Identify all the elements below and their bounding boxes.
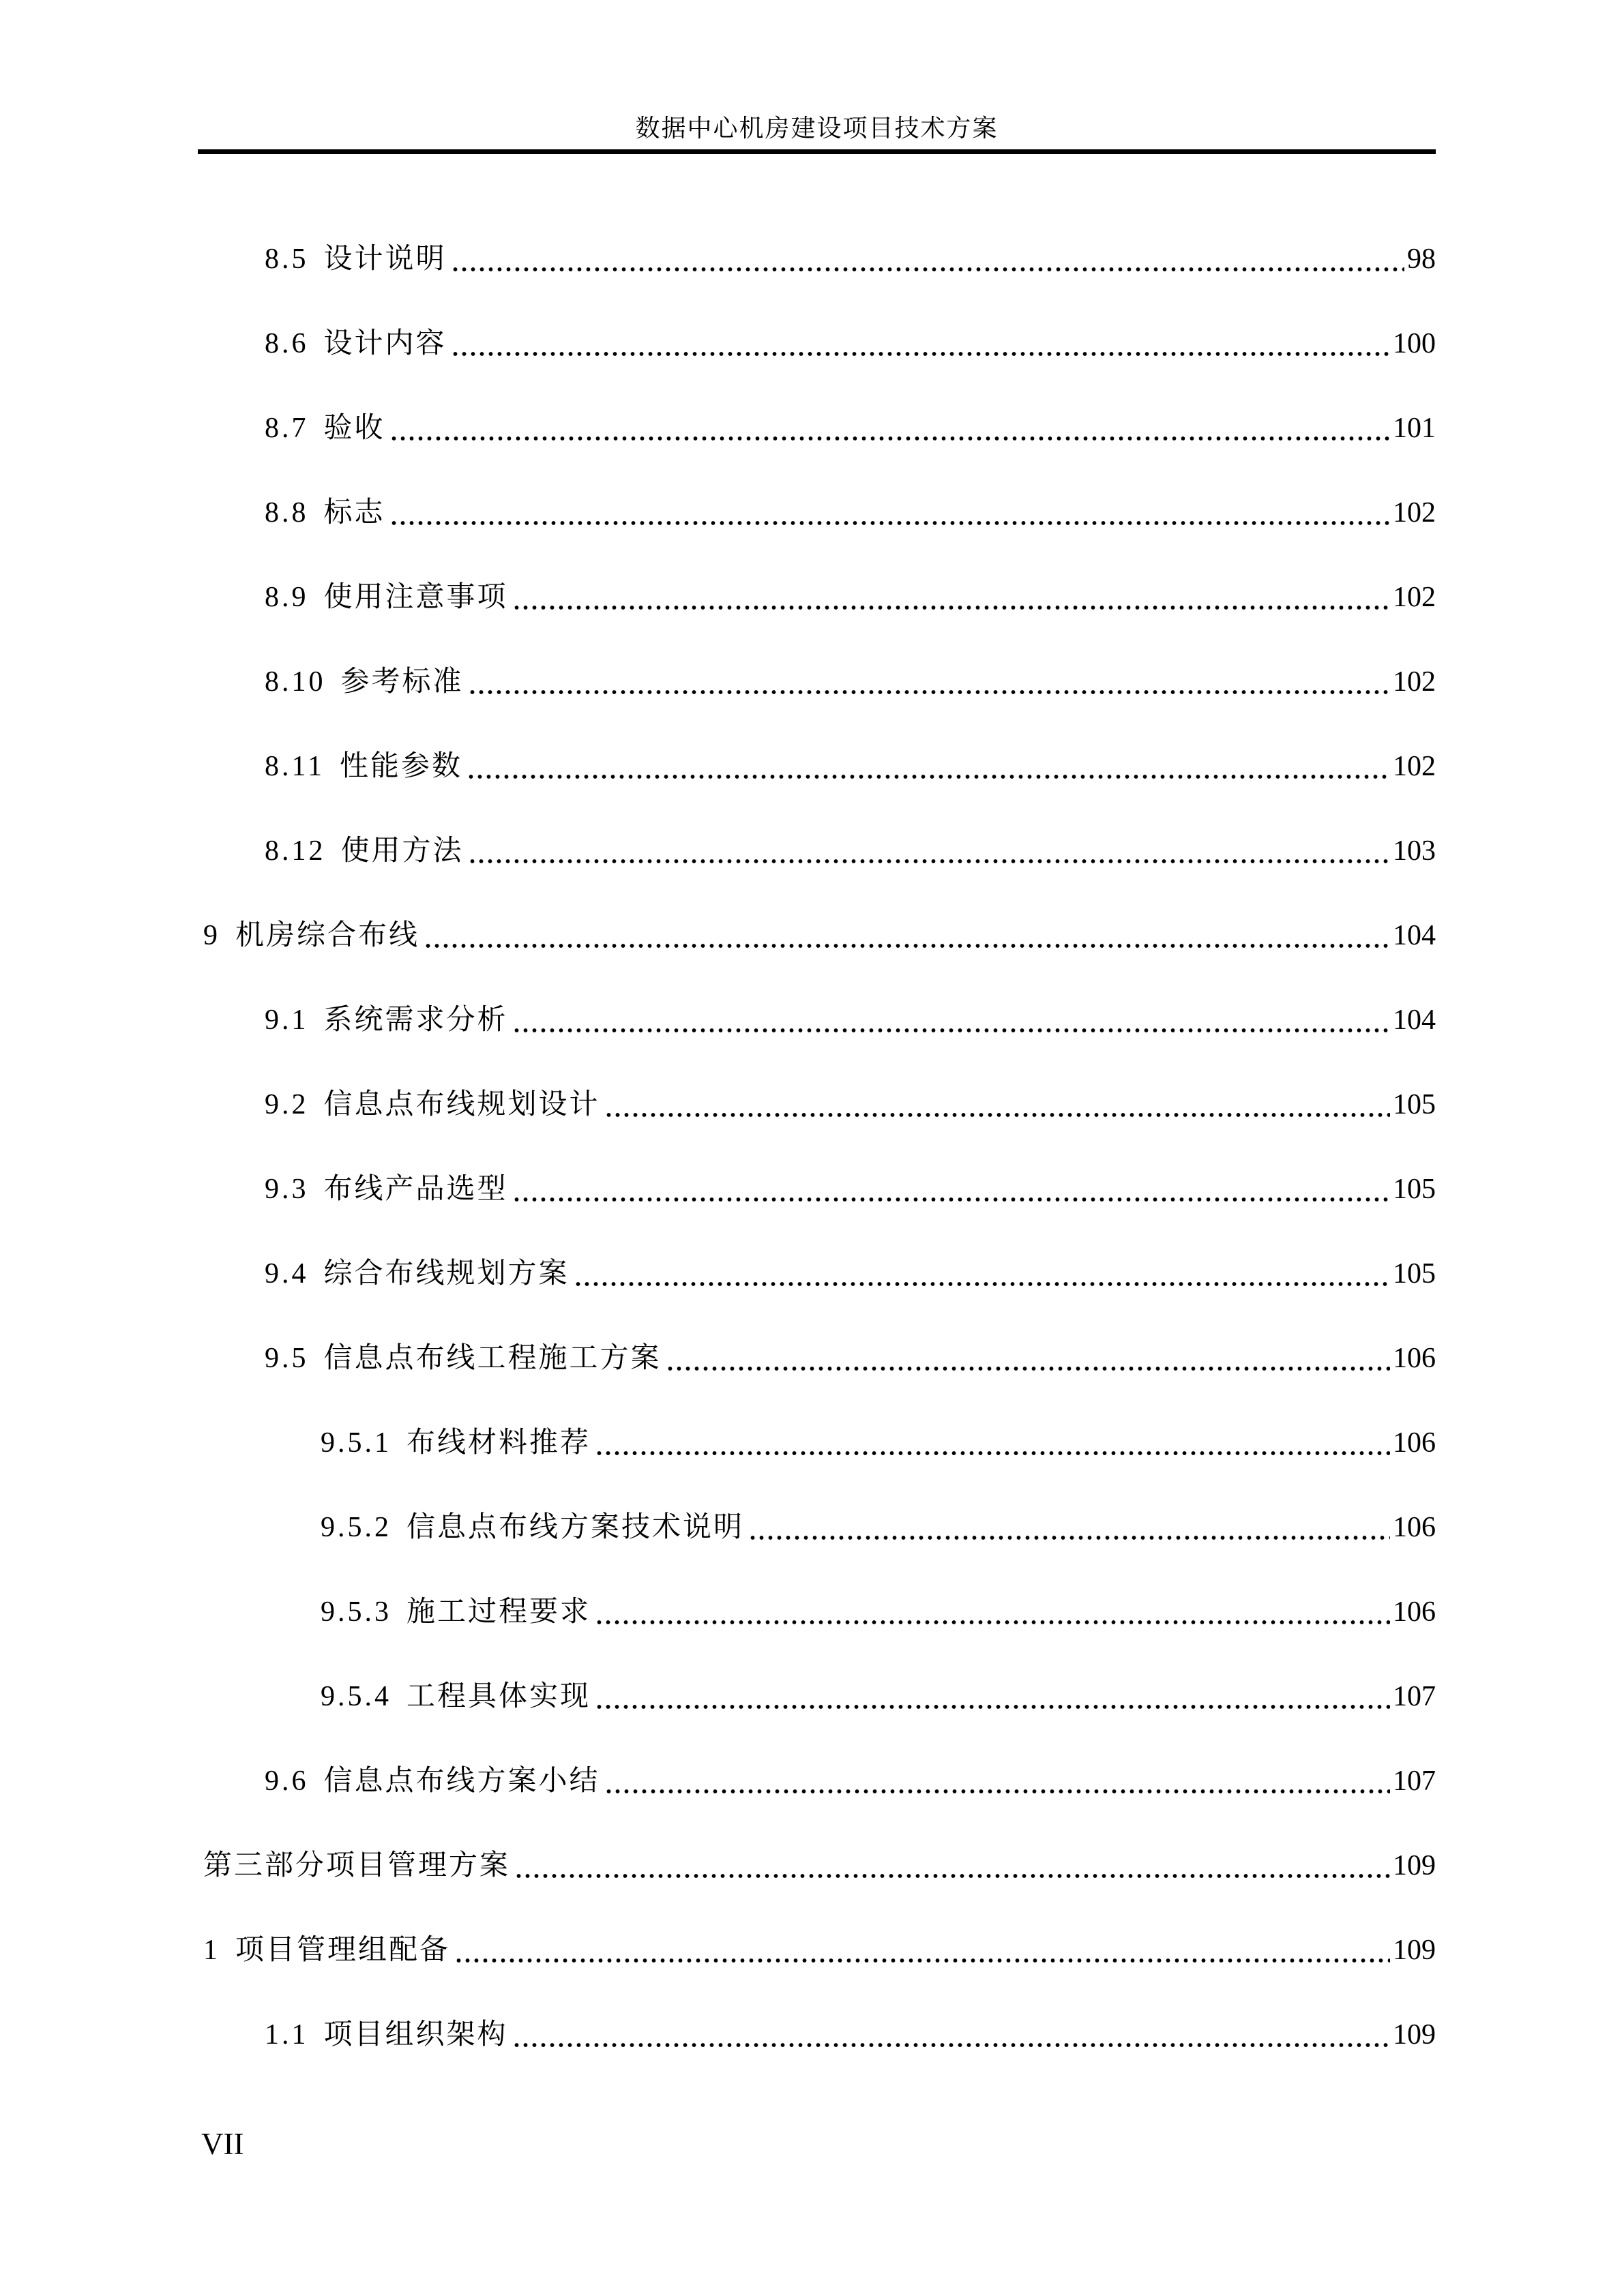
- toc: [198, 217, 1436, 2077]
- toc-entry-page: 106: [1393, 1343, 1436, 1374]
- toc-entry-title: 工程具体实现: [407, 1681, 591, 1712]
- toc-entry-number: 9.4: [265, 1258, 309, 1289]
- dot-leader: [666, 1366, 1390, 1371]
- toc-entry-number: 8.8: [265, 497, 309, 528]
- toc-entry-page: 104: [1393, 1004, 1436, 1036]
- toc-entry-number: 8.12: [265, 835, 326, 867]
- running-header-title: 数据中心机房建设项目技术方案: [635, 115, 999, 142]
- toc-entry-number: 1.1: [265, 2019, 309, 2051]
- toc-entry-page: 107: [1393, 1765, 1436, 1797]
- dot-leader: [512, 605, 1390, 610]
- toc-entry-title: 设计说明: [323, 243, 447, 275]
- toc-entry[interactable]: [198, 1739, 1436, 1823]
- toc-entry-page: 102: [1393, 751, 1436, 782]
- toc-entry-title: 综合布线规划方案: [323, 1258, 570, 1289]
- toc-entry[interactable]: [198, 809, 1436, 893]
- dot-leader: [512, 1197, 1390, 1202]
- toc-entry-page: 103: [1393, 835, 1436, 867]
- toc-entry-title: 布线产品选型: [323, 1174, 508, 1205]
- toc-entry-number: 9.1: [265, 1004, 309, 1036]
- header-rule: [198, 149, 1436, 154]
- toc-entry-number: 9: [203, 920, 220, 951]
- toc-entry[interactable]: [198, 1993, 1436, 2077]
- toc-entry-title: 项目管理组配备: [235, 1935, 451, 1966]
- toc-entry[interactable]: [198, 555, 1436, 640]
- toc-entry[interactable]: [198, 217, 1436, 301]
- dot-leader: [595, 1450, 1390, 1456]
- toc-entry-number: 9.3: [265, 1174, 309, 1205]
- toc-entry[interactable]: [198, 386, 1436, 471]
- toc-entry-title: 布线材料推荐: [407, 1427, 591, 1459]
- toc-entry-title: 施工过程要求: [407, 1596, 591, 1628]
- toc-entry-title: 使用注意事项: [323, 582, 508, 613]
- toc-entry-page: 109: [1393, 2019, 1436, 2051]
- toc-entry-page: 105: [1393, 1089, 1436, 1120]
- dot-leader: [468, 689, 1390, 695]
- toc-entry[interactable]: [198, 1147, 1436, 1232]
- toc-entry[interactable]: [198, 640, 1436, 724]
- toc-entry[interactable]: [198, 1062, 1436, 1147]
- dot-leader: [424, 943, 1390, 949]
- toc-entry-title: 参考标准: [340, 666, 464, 698]
- toc-entry-number: 8.7: [265, 413, 309, 444]
- dot-leader: [514, 1873, 1390, 1879]
- toc-entry-title: 系统需求分析: [323, 1004, 508, 1036]
- toc-entry-page: 106: [1393, 1427, 1436, 1459]
- toc-entry[interactable]: [198, 893, 1436, 978]
- toc-entry-number: 9.5.4: [321, 1681, 392, 1712]
- toc-entry-number: 9.2: [265, 1089, 309, 1120]
- toc-entry-page: 104: [1393, 920, 1436, 951]
- toc-entry[interactable]: [198, 1823, 1436, 1908]
- toc-entry-number: 9.5.2: [321, 1512, 392, 1543]
- toc-entry[interactable]: [198, 471, 1436, 555]
- dot-leader: [389, 436, 1390, 441]
- toc-entry-page: 102: [1393, 582, 1436, 613]
- toc-entry-number: 8.5: [265, 243, 309, 275]
- dot-leader: [595, 1620, 1390, 1625]
- toc-entry-title: 验收: [323, 413, 385, 444]
- toc-entry-page: 106: [1393, 1512, 1436, 1543]
- toc-entry-title: 机房综合布线: [235, 920, 420, 951]
- dot-leader: [604, 1789, 1390, 1794]
- toc-entry-page: 106: [1393, 1596, 1436, 1628]
- toc-entry-title: 信息点布线规划设计: [323, 1089, 600, 1120]
- toc-entry[interactable]: [198, 1485, 1436, 1570]
- dot-leader: [454, 1958, 1390, 1963]
- footer-page-number: VII: [201, 2127, 244, 2161]
- dot-leader: [389, 520, 1390, 526]
- toc-entry-number: 8.6: [265, 328, 309, 359]
- toc-entry-number: 1: [203, 1935, 220, 1966]
- toc-entry-number: 8.9: [265, 582, 309, 613]
- dot-leader: [467, 774, 1390, 779]
- toc-entry-page: 102: [1393, 497, 1436, 528]
- toc-entry-title: 标志: [323, 497, 385, 528]
- toc-entry-number: 9.5.3: [321, 1596, 392, 1628]
- toc-entry-title: 设计内容: [323, 328, 447, 359]
- toc-entry-page: 101: [1393, 413, 1436, 444]
- toc-entry-number: 8.10: [265, 666, 326, 698]
- toc-entry-number: 9.5: [265, 1343, 309, 1374]
- dot-leader: [604, 1112, 1390, 1118]
- toc-entry[interactable]: [198, 301, 1436, 386]
- dot-leader: [574, 1281, 1390, 1287]
- dot-leader: [748, 1535, 1390, 1540]
- dot-leader: [595, 1704, 1390, 1710]
- toc-entry-title: 第三部分项目管理方案: [203, 1850, 511, 1881]
- toc-entry-title: 使用方法: [340, 835, 464, 867]
- dot-leader: [468, 859, 1390, 864]
- toc-entry-page: 105: [1393, 1258, 1436, 1289]
- toc-entry-title: 信息点布线方案小结: [323, 1765, 600, 1797]
- toc-entry-page: 100: [1393, 328, 1436, 359]
- toc-entry[interactable]: [198, 1570, 1436, 1654]
- dot-leader: [451, 351, 1390, 357]
- toc-entry[interactable]: [198, 1908, 1436, 1993]
- toc-entry-title: 信息点布线方案技术说明: [407, 1512, 745, 1543]
- toc-entry-page: 98: [1407, 243, 1436, 275]
- toc-entry-number: 9.5.1: [321, 1427, 392, 1459]
- toc-entry-title: 项目组织架构: [323, 2019, 508, 2051]
- dot-leader: [512, 1028, 1390, 1033]
- toc-entry[interactable]: [198, 724, 1436, 809]
- toc-entry[interactable]: [198, 978, 1436, 1062]
- toc-entry-page: 102: [1393, 666, 1436, 698]
- dot-leader: [512, 2042, 1390, 2048]
- toc-entry-number: 9.6: [265, 1765, 309, 1797]
- toc-entry-number: 8.11: [265, 751, 325, 782]
- toc-entry-page: 105: [1393, 1174, 1436, 1205]
- toc-entry-page: 109: [1393, 1850, 1436, 1881]
- dot-leader: [451, 267, 1404, 272]
- toc-entry[interactable]: [198, 1654, 1436, 1739]
- toc-entry-page: 107: [1393, 1681, 1436, 1712]
- toc-entry-title: 性能参数: [339, 751, 462, 782]
- toc-entry[interactable]: [198, 1232, 1436, 1316]
- toc-entry[interactable]: [198, 1401, 1436, 1485]
- toc-entry-title: 信息点布线工程施工方案: [323, 1343, 662, 1374]
- toc-entry[interactable]: [198, 1316, 1436, 1401]
- toc-entry-page: 109: [1393, 1935, 1436, 1966]
